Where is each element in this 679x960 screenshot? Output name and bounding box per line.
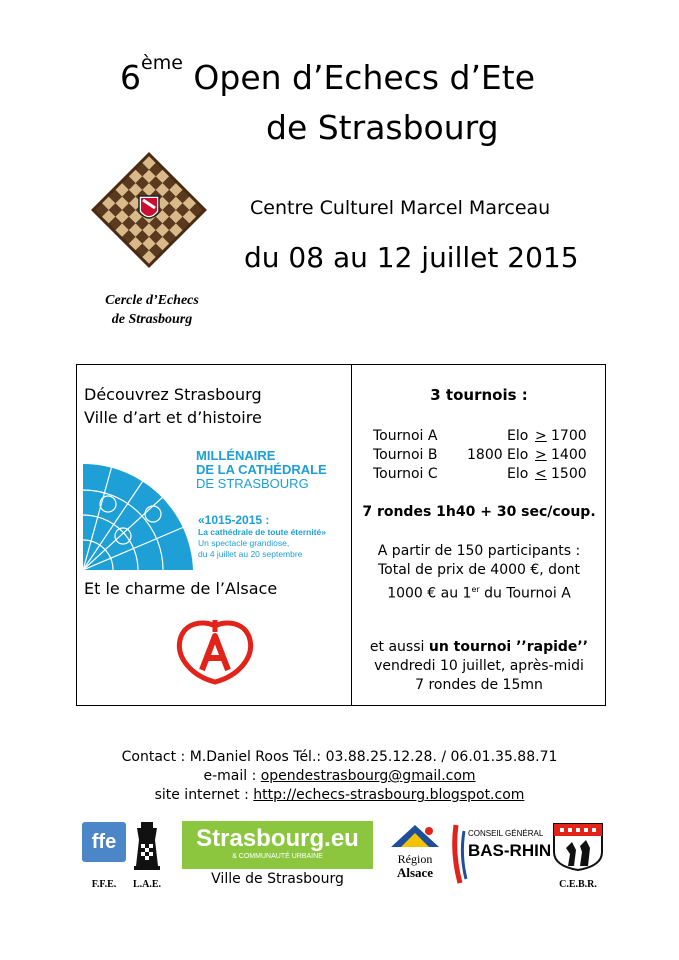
club-name [82, 291, 222, 329]
prize-line-3-end: du Tournoi A [479, 585, 571, 602]
alsace-charm-text: Et le charme de l’Alsace [84, 579, 278, 598]
rapid-line-1 [352, 638, 606, 657]
website-label: site internet : [154, 787, 254, 803]
strasbourg-eu-logo [182, 821, 373, 869]
event-dates: du 08 au 12 juillet 2015 [244, 241, 579, 274]
millenaire-line-1: MILLÉNAIRE [196, 448, 276, 463]
prize-line-3-sup: er [471, 585, 480, 594]
conseil-general-line-1: CONSEIL GÉNÉRAL [468, 829, 544, 838]
elo-label: Elo [507, 466, 529, 482]
rapid-line-3: 7 rondes de 15mn [415, 677, 543, 693]
prize-line-1: A partir de 150 participants : [377, 543, 581, 559]
website-line [0, 787, 679, 803]
millenaire-subtitle [198, 514, 326, 560]
tournament-row [373, 466, 587, 484]
rapid-bold: un tournoi ’’rapide’’ [428, 639, 589, 655]
tournament-max-elo: 1800 [467, 447, 503, 463]
alsace-heart-logo [176, 618, 254, 686]
rounds-text: 7 rondes 1h40 + 30 sec/coup. [362, 504, 596, 520]
rapid-line-2: vendredi 10 juillet, après-midi [374, 658, 584, 674]
email-link[interactable]: opendestrasbourg@gmail.com [260, 768, 476, 784]
rapid-prefix: et aussi [369, 639, 429, 655]
tournament-name: Tournoi A [373, 428, 438, 444]
prize-line-3-text: 1000 € au 1 [387, 585, 472, 602]
millenaire-title [196, 449, 327, 491]
chess-club-logo [91, 152, 207, 268]
strasbourg-eu-subtext: & COMMUNAUTÉ URBAINE [232, 853, 323, 860]
rapid-tournament-info [352, 638, 606, 695]
cebr-logo [552, 822, 604, 872]
ffe-logo [82, 822, 126, 862]
elo-operator: < [535, 466, 547, 482]
club-name-line-1: Cercle d’Echecs [105, 293, 199, 308]
elo-value: 1700 [551, 428, 587, 444]
prize-info [352, 542, 606, 604]
title-text: Open d’Echecs d’Ete [193, 58, 536, 97]
millenaire-quote: «1015-2015 : [198, 513, 270, 527]
prize-line-3 [352, 580, 606, 604]
millenaire-line-2: DE LA CATHÉDRALE [196, 462, 327, 477]
millenaire-line-3: DE STRASBOURG [196, 476, 309, 491]
website-link[interactable]: http://echecs-strasbourg.blogspot.com [253, 787, 525, 803]
millenaire-sub-3: du 4 juillet au 20 septembre [198, 549, 303, 559]
tournament-name: Tournoi C [373, 466, 438, 482]
elo-label: Elo [507, 428, 529, 444]
elo-operator: > [535, 447, 547, 463]
contact-line: Contact : M.Daniel Roos Tél.: 03.88.25.12.28. / 06.01.35.88.71 [121, 749, 558, 765]
strasbourg-caption: Ville de Strasbourg [211, 871, 344, 887]
title-line-2: de Strasbourg [266, 108, 499, 147]
club-name-line-2: de Strasbourg [111, 312, 193, 327]
cebr-label: C.E.B.R. [559, 879, 597, 890]
region-line-2: Alsace [396, 865, 434, 880]
conseil-general-emblem [450, 823, 468, 885]
region-line-1: Région [397, 852, 433, 866]
lae-label: L.A.E. [132, 879, 162, 890]
tournament-row [373, 447, 587, 465]
millenaire-sub-1: La cathédrale de toute éternité» [198, 527, 327, 537]
region-alsace-emblem [389, 823, 441, 849]
ffe-logo-text: ffe [91, 831, 117, 853]
title-number: 6 [120, 58, 141, 97]
millenaire-sub-2: Un spectacle grandiose, [198, 538, 290, 548]
venue-text: Centre Culturel Marcel Marceau [250, 197, 551, 219]
elo-value: 1500 [551, 466, 587, 482]
title-line-1 [120, 52, 536, 97]
lae-logo [130, 820, 164, 872]
conseil-general-line-2: BAS-RHIN [468, 841, 552, 860]
prize-line-2: Total de prix de 4000 €, dont [377, 562, 580, 578]
discover-line-1: Découvrez Strasbourg [84, 385, 262, 404]
email-label: e-mail : [203, 768, 261, 784]
ffe-label: F.F.E. [91, 879, 117, 890]
discover-line-2: Ville d’art et d’histoire [84, 408, 262, 427]
strasbourg-eu-text: Strasbourg.eu [196, 825, 359, 852]
tournaments-title: 3 tournois : [430, 386, 528, 404]
elo-value: 1400 [551, 447, 587, 463]
elo-operator: > [535, 428, 547, 444]
email-line [0, 768, 679, 784]
tournament-name: Tournoi B [373, 447, 438, 463]
conseil-general-bas-rhin-logo [450, 823, 552, 885]
tournament-row [373, 428, 587, 446]
title-superscript: ème [141, 52, 183, 74]
region-alsace-logo [389, 823, 441, 883]
elo-label: Elo [507, 447, 529, 463]
